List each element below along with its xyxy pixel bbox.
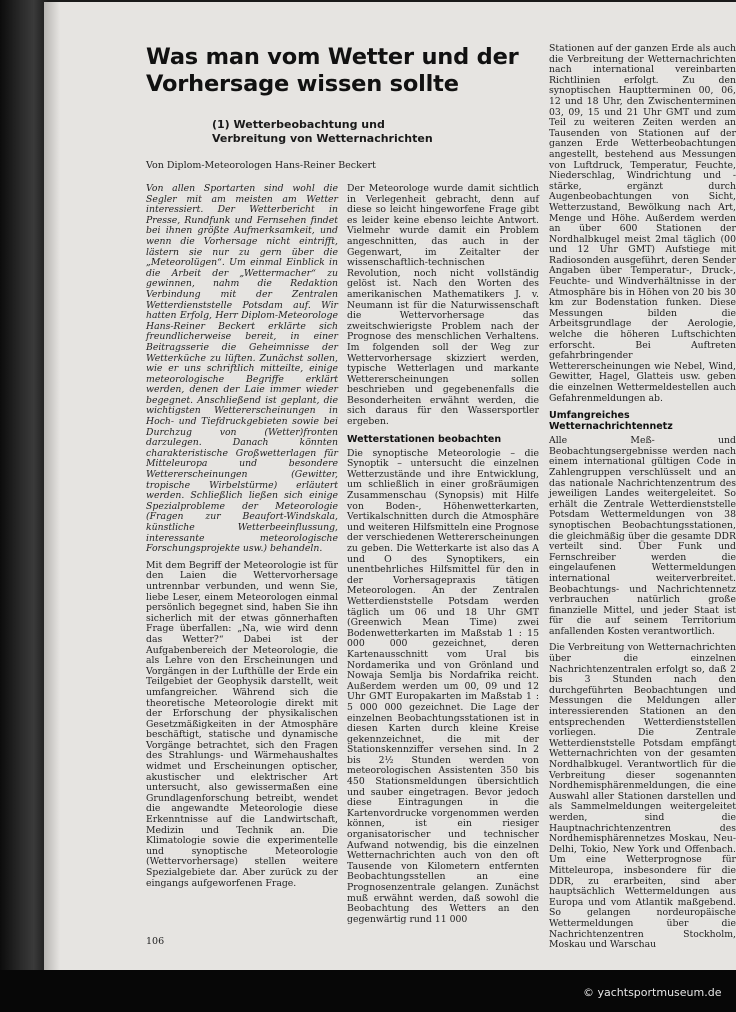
column-1	[146, 184, 338, 916]
column-3	[549, 43, 736, 951]
column-2	[347, 184, 539, 984]
body-paragraph: Der Meteorologe wurde damit sichtlich in Verlegenheit gebracht, denn auf diese so leicht hingeworfene Frage gibt es leider keine ebenso leichte Antwort. Vielmehr wurde damit ein Problem angeschnitten, das auch in der Gegenwart, im Zeitalter der wissenschaftlich-technischen Revolution, noch nicht vollständig gelöst ist. Nach den Worten des amerikanischen Mathematikers J. v. Neumann ist für die Naturwissenschaft die Wettervorhersage das zweitschwierigste Problem nach der Prognose des menschlichen Verhaltens. Im folgenden soll der Weg zur Wettervorhersage skizziert werden, typische Wetterlagen und markante Wettererscheinungen sollen beschrieben und gegebenenfalls die Besonderheiten erwähnt werden, die sich daraus für den Wassersportler ergeben.	[347, 183, 539, 428]
article-subtitle: (1) Wetterbeobachtung und Verbreitung von Wetternachrichten	[212, 118, 433, 145]
body-paragraph: Alle Meß- und Beobachtungsergebnisse werden nach einem international gültigen Code in Zahlengruppen verschlüsselt und an das nationale Nachrichtenzentrum des jeweiligen Landes weitergeleitet. So erhält die Zentrale Wetterdienststelle Potsdam Wettermeldungen von 38 synoptischen Beobachtungsstationen, die gleichmäßig über die gesamte DDR verteilt sind. Über Funk und Fernschreiber werden die eingelaufenen Wettermeldungen international weiterverbreitet. Beobachtungs- und Nachrichtennetz verbrauchen natürlich große finanzielle Mittel, und jeder Staat ist für die auf seinem Territorium anfallenden Kosten verantwortlich.	[549, 435, 736, 637]
body-paragraph: Die synoptische Meteorologie – die Synoptik – untersucht die einzelnen Wetterzustände und ihre Entwicklung, um schließlich in einer großräumigen Zusammenschau (Synopsis) mit Hilfe von Boden-, Höhenwetterkarten, Vertikalschnitten durch die Atmosphäre und weiteren Hilfsmitteln eine Prognose der verschiedenen Wettererscheinungen zu geben. Die Wetterkarte ist also das A und O des Synoptikers, ein unentbehrliches Hilfsmittel für den in der Vorhersagepraxis tätigen Meteorologen. An der Zentralen Wetterdienststelle Potsdam werden täglich um 06 und 18 Uhr GMT (Greenwich Mean Time) zwei Bodenwetterkarten im Maßstab 1 : 15 000 000 gezeichnet, deren Kartenausschnitt vom Ural bis Nordamerika und von Grönland und Nowaja Semlja bis Nordafrika reicht. Außerdem werden um 00, 09 und 12 Uhr GMT Europakarten im Maßstab 1 : 5 000 000 gezeichnet. Die Lage der einzelnen Beobachtungsstationen ist in diesen Karten durch kleine Kreise gekennzeichnet, die mit der Stationskennziffer versehen sind. In 2 bis 2½ Stunden werden von meteorologischen Assistenten 350 bis 450 Stationsmeldungen übersichtlich und sauber eingetragen. Bevor jedoch diese Eintragungen in die Kartenvordrucke vorgenommen werden können, ist ein riesiger organisatorischer und technischer Aufwand notwendig, bis die einzelnen Wetternachrichten auch von den oft Tausende von Kilometern entfernten Beobachtungsstellen an eine Prognosenzentrale gelangen. Zunächst muß erwähnt werden, daß sowohl die Beobachtung des Wetters an den gegenwärtig rund 11 000	[347, 447, 539, 925]
article-title: Was man vom Wetter und der Vorhersage wissen sollte	[146, 44, 519, 97]
intro-paragraph: Von allen Sportarten sind wohl die Segler mit am meisten am Wetter interessiert. Der Wetterbericht in Presse, Rundfunk und Fernsehen findet bei ihnen größte Aufmerksamkeit, und wenn die Vorhersage nicht eintrifft, lästern sie nur zu gern über die „Meteorolügen“. Um einmal Einblick in die Arbeit der „Wettermacher“ zu gewinnen, nahm die Redaktion Verbindung mit der Zentralen Wetterdienststelle Potsdam auf. Wir hatten Erfolg, Herr Diplom-Meteorologe Hans-Reiner Beckert erklärte sich freundlicherweise bereit, in einer Beitragsserie die Geheimnisse der Wetterküche zu lüften. Zunächst sollen, wie er uns schriftlich mitteilte, einige meteorologische Begriffe erklärt werden, denen der Laie immer wieder begegnet. Anschließend ist geplant, die wichtigsten Wettererscheinungen in Hoch- und Tiefdruckgebieten sowie bei Durchzug von (Wetter)fronten darzulegen. Danach könnten charakteristische Großwetterlagen für Mitteleuropa und besondere Wettererscheinungen (Gewitter, tropische Wirbelstürme) erläutert werden. Schließlich ließen sich einige Spezialprobleme der Meteorologie (Fragen zur Beaufort-Windskala, künstliche Wetterbeeinflussung, interessante meteorologische Forschungsprojekte usw.) behandeln.	[146, 183, 338, 555]
body-paragraph: Die Verbreitung von Wetternachrichten über die einzelnen Nachrichtenzentralen erfolgt so, daß 2 bis 3 Stunden nach den durchgeführten Beobachtungen und Messungen die Meldungen aller interessierenden Stationen an den entsprechenden Wetterdienststellen vorliegen. Die Zentrale Wetterdienststelle Potsdam empfängt Wetternachrichten von der gesamten Nordhalbkugel. Verantwortlich für die Verbreitung dieser sogenannten Nordhemisphärenmeldungen, die eine Auswahl aller Stationen darstellen und als Sammelmeldungen weitergeleitet werden, sind die Hauptnachrichtenzentren des Nordhemisphärennetzes Moskau, Neu-Delhi, Tokio, New York und Offenbach. Um eine Wetterprognose für Mitteleuropa, insbesondere für die DDR, zu erarbeiten, sind aber hauptsächlich Wettermeldungen aus Europa und vom Atlantik maßgebend. So gelangen nordeuropäische Wettermeldungen über die Nachrichtenzentren Stockholm, Moskau und Warschau	[549, 642, 736, 951]
watermark: © yachtsportmuseum.de	[583, 986, 722, 999]
page-number: 106	[146, 936, 165, 947]
body-paragraph: Stationen auf der ganzen Erde als auch die Verbreitung der Wetternachrichten nach international vereinbarten Richtlinien erfolgt. Zu den synoptischen Hauptterminen 00, 06, 12 und 18 Uhr, den Zwischenterminen 03, 09, 15 und 21 Uhr GMT und zum Teil zu weiteren Zeiten werden an Tausenden von Stationen auf der ganzen Erde Wetterbeobachtungen angestellt, bestehend aus Messungen von Luftdruck, Temperatur, Feuchte, Niederschlag, Windrichtung und -stärke, ergänzt durch Augenbeobachtungen von Sicht, Wetterzustand, Bewölkung nach Art, Menge und Höhe. Außerdem werden an über 600 Stationen der Nordhalbkugel meist 2mal täglich (00 und 12 Uhr GMT) Aufstiege mit Radiosonden ausgeführt, deren Sender Angaben über Temperatur-, Druck-, Feuchte- und Windverhältnisse in der Atmosphäre bis in Höhen von 20 bis 30 km zur Bodenstation funken. Diese Messungen bilden die Arbeitsgrundlage der Aerologie, welche die höheren Luftschichten erforscht. Bei Auftreten gefahrbringender Wettererscheinungen wie Nebel, Wind, Gewitter, Hagel, Glatteis usw. geben die einzelnen Wettermeldestellen auch Gefahrenmeldungen ab.	[549, 43, 736, 404]
section-heading: Wetterstationen beobachten	[347, 433, 502, 445]
body-paragraph: Mit dem Begriff der Meteorologie ist für den Laien die Wettervorhersage untrennbar verbunden, und wenn Sie, liebe Leser, einem Meteorologen einmal persönlich begegnet sind, haben Sie ihn sicherlich mit der etwas gönnerhaften Frage überfallen: „Na, wie wird denn das Wetter?“ Dabei ist der Aufgabenbereich der Meteorologie, die als Lehre von den Erscheinungen und Vorgängen in der Lufthülle der Erde ein Teilgebiet der Geophysik darstellt, weit umfangreicher. Während sich die theoretische Meteorologie direkt mit der Erforschung der physikalischen Gesetzmäßigkeiten in der Atmosphäre beschäftigt, statische und dynamische Vorgänge betrachtet, sich den Fragen des Strahlungs- und Wärmehaushaltes widmet und Erscheinungen optischer, akustischer und elektrischer Art untersucht, also gewissermaßen eine Grundlagenforschung betreibt, wendet die angewandte Meteorologie diese Erkenntnisse auf die Landwirtschaft, Medizin und Technik an. Die Klimatologie sowie die experimentelle und synoptische Meteorologie (Wettervorhersage) stellen weitere Spezialgebiete dar. Aber zurück zu der eingangs aufgeworfenen Frage.	[146, 559, 338, 889]
book-spine	[0, 0, 48, 1012]
section-heading: Umfangreiches Wetternachrichtennetz	[549, 410, 673, 433]
author-byline: Von Diplom-Meteorologen Hans-Reiner Beckert	[146, 160, 376, 171]
